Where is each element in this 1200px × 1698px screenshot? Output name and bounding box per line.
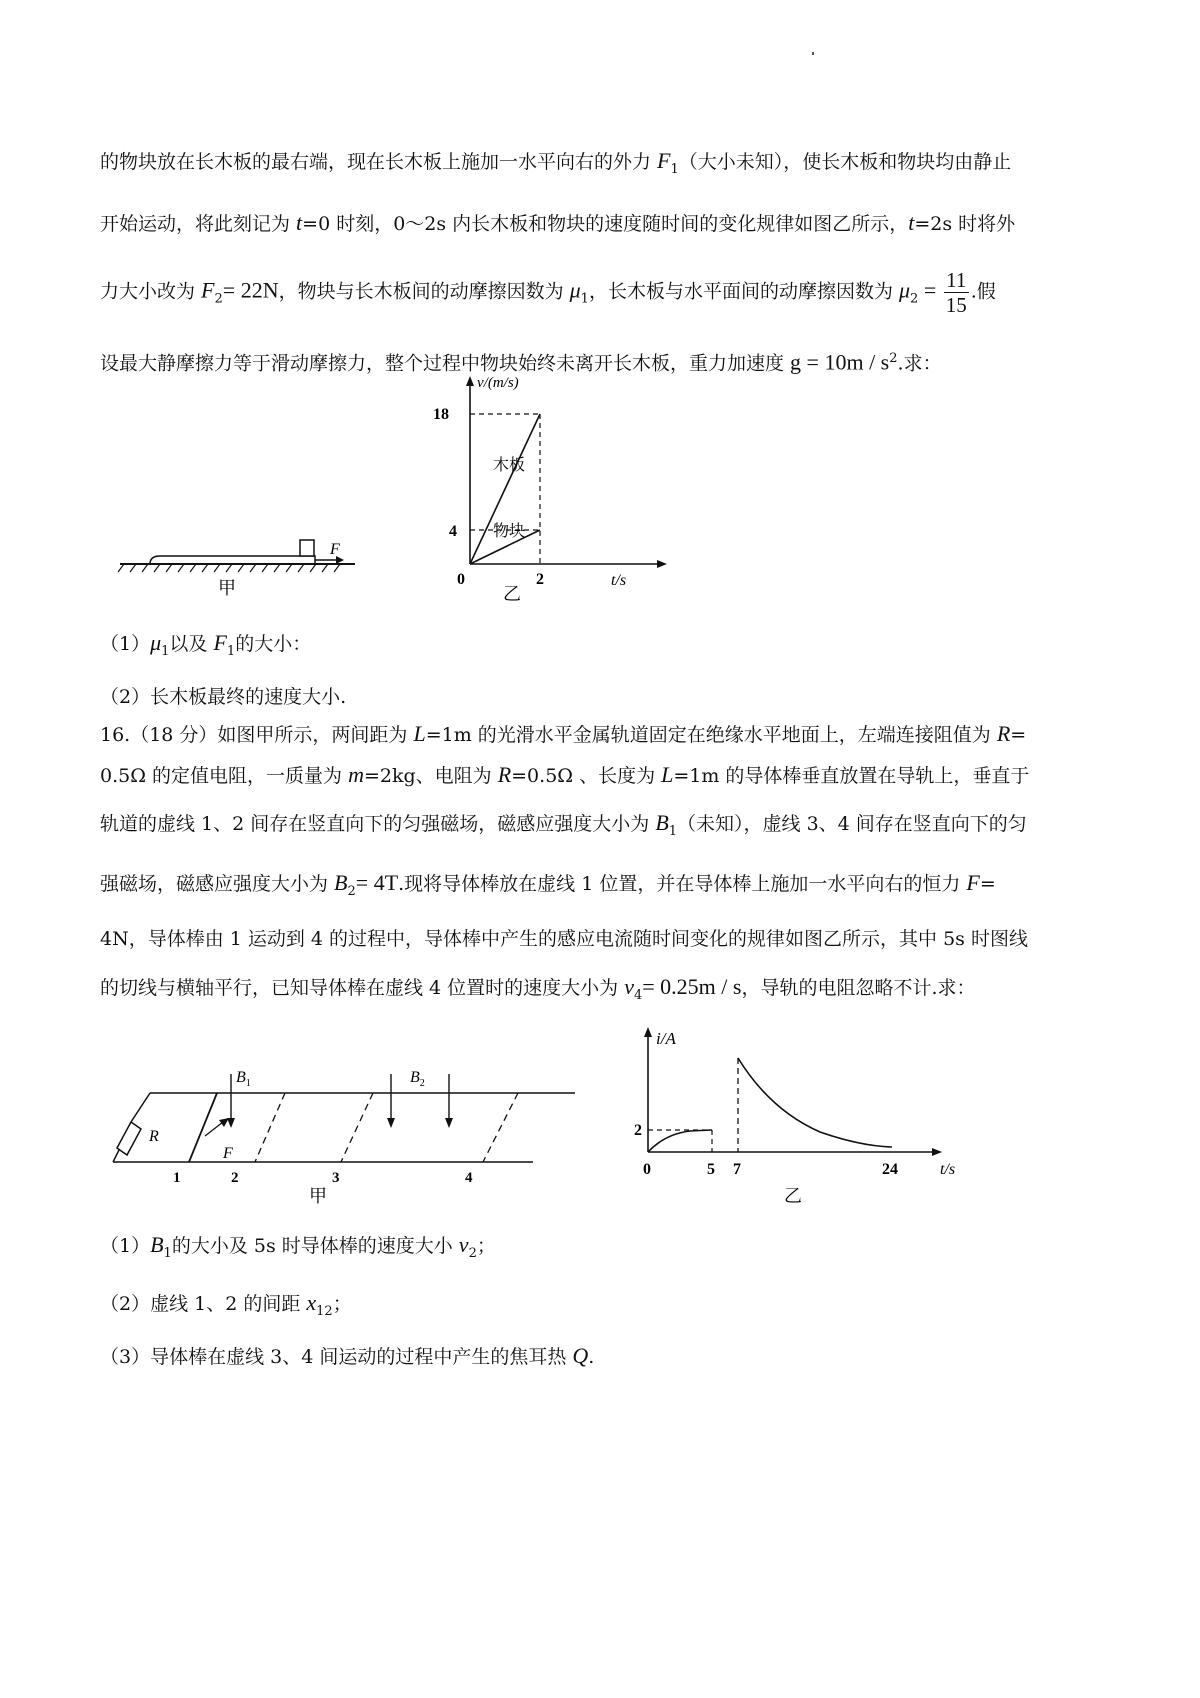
- y-tick-18: 18: [433, 406, 449, 423]
- x-tick-7: 7: [733, 1161, 741, 1178]
- y-axis-label: i/A: [656, 1029, 676, 1048]
- block-label: 物块: [493, 523, 526, 540]
- p15-line-3: 力大小改为 $F_2= 22N$，物块与长木板间的动摩擦因数为 $\mu_1$，长木板与水平面间的动摩擦因数为 $\mu_2$ = $\frac{11}{15}$ .假: [100, 268, 996, 317]
- p16-line-3: 轨道的虚线 1、2 间存在竖直向下的匀强磁场，磁感应强度大小为 $B_1$（未知），虚线 3、4 间存在竖直向下的匀: [100, 810, 1027, 839]
- origin-label: 0: [643, 1161, 651, 1178]
- line-label-3: 3: [332, 1170, 340, 1186]
- figure-caption: 甲: [218, 578, 236, 598]
- p15-figure-jia: [110, 520, 390, 600]
- conductor-rod: [189, 1093, 217, 1162]
- p16-question-3: （3）导体棒在虚线 3、4 间运动的过程中产生的焦耳热 Q.: [100, 1343, 595, 1368]
- y-axis-label: v/(m/s): [477, 375, 519, 391]
- p16-figure-jia: [105, 1050, 590, 1210]
- line-label-1: 1: [173, 1170, 181, 1186]
- block: [300, 540, 314, 556]
- b2-label: $B_2$: [410, 1069, 425, 1089]
- x-tick-24: 24: [882, 1161, 898, 1178]
- x-axis-label: t/s: [940, 1161, 956, 1178]
- resistor: [117, 1122, 141, 1155]
- p15-question-2: （2）长木板最终的速度大小.: [100, 686, 347, 708]
- force-label: F: [223, 1145, 233, 1162]
- force-label: F: [330, 541, 340, 558]
- p16-line-2: 0.5Ω 的定值电阻，一质量为 m=2kg、电阻为 R=0.5Ω 、长度为 L=1m 的导体棒垂直放置在导轨上，垂直于: [100, 762, 1030, 787]
- mu2-fraction: $\frac{11}{15}$: [945, 268, 967, 317]
- current-curve-1: [648, 1130, 712, 1152]
- p15-line-2: 开始运动，将此刻记为 t=0 时刻，0～2s 内长木板和物块的速度随时间的变化规律如图乙所示，t=2s 时将外: [100, 210, 1016, 235]
- scan-speck: [812, 52, 814, 55]
- p16-figure-yi: [620, 1022, 970, 1212]
- figure-caption: 甲: [309, 1186, 327, 1206]
- y-tick-2: 2: [634, 1122, 642, 1139]
- p15-figure-yi: [415, 372, 685, 602]
- line-label-4: 4: [465, 1170, 473, 1186]
- board-velocity-line: [470, 414, 540, 564]
- b1-label: $B_1$: [236, 1069, 251, 1089]
- p15-line-1: 的物块放在长木板的最右端，现在长木板上施加一水平向右的外力 $F_1$（大小未知），使长木板和物块均由静止: [100, 148, 1012, 177]
- origin-label: 0: [457, 571, 465, 588]
- dashed-line-3: [341, 1093, 373, 1162]
- p16-line-4: 强磁场，磁感应强度大小为 $B_2= 4T$.现将导体棒放在虚线 1 位置，并在导体棒上施加一水平向右的恒力 F=: [100, 870, 996, 899]
- resistor-label: R: [149, 1128, 159, 1145]
- p15-question-1: $(1)\mu_1$以及 $F_1$的大小：: [100, 630, 312, 659]
- force-arrow: [205, 1122, 223, 1136]
- p16-question-2: （2）虚线 1、2 的间距 $x_{12}$；: [100, 1290, 352, 1319]
- figure-caption: 乙: [784, 1186, 802, 1206]
- p16-line-1: 16.（18 分）如图甲所示，两间距为 L=1m 的光滑水平金属轨道固定在绝缘水平地面上，左端连接阻值为 R=: [100, 721, 1027, 746]
- dashed-line-2: [255, 1093, 285, 1162]
- p15-line-4: 设最大静摩擦力等于滑动摩擦力，整个过程中物块始终未离开长木板，重力加速度 $g = 10m / s^2$.求：: [100, 349, 942, 375]
- x-tick-2: 2: [536, 571, 544, 588]
- x-axis-label: t/s: [611, 572, 627, 589]
- board-label: 木板: [493, 457, 526, 474]
- long-board: [150, 556, 315, 564]
- p16-question-1: $(1)B_1$的大小及 5s 时导体棒的速度大小 $v_2$；: [100, 1232, 496, 1261]
- p16-line-6: 的切线与横轴平行，已知导体棒在虚线 4 位置时的速度大小为 $v_4= 0.25m / s$，导轨的电阻忽略不计.求：: [100, 974, 976, 1003]
- dashed-line-4: [483, 1093, 518, 1162]
- y-tick-4: 4: [449, 523, 457, 540]
- current-curve-2: [738, 1058, 892, 1147]
- figure-caption: 乙: [503, 584, 521, 602]
- x-tick-5: 5: [707, 1161, 715, 1178]
- line-label-2: 2: [231, 1170, 239, 1186]
- p16-line-5: 4N，导体棒由 1 运动到 4 的过程中，导体棒中产生的感应电流随时间变化的规律如图乙所示，其中 5s 时图线: [100, 928, 1028, 950]
